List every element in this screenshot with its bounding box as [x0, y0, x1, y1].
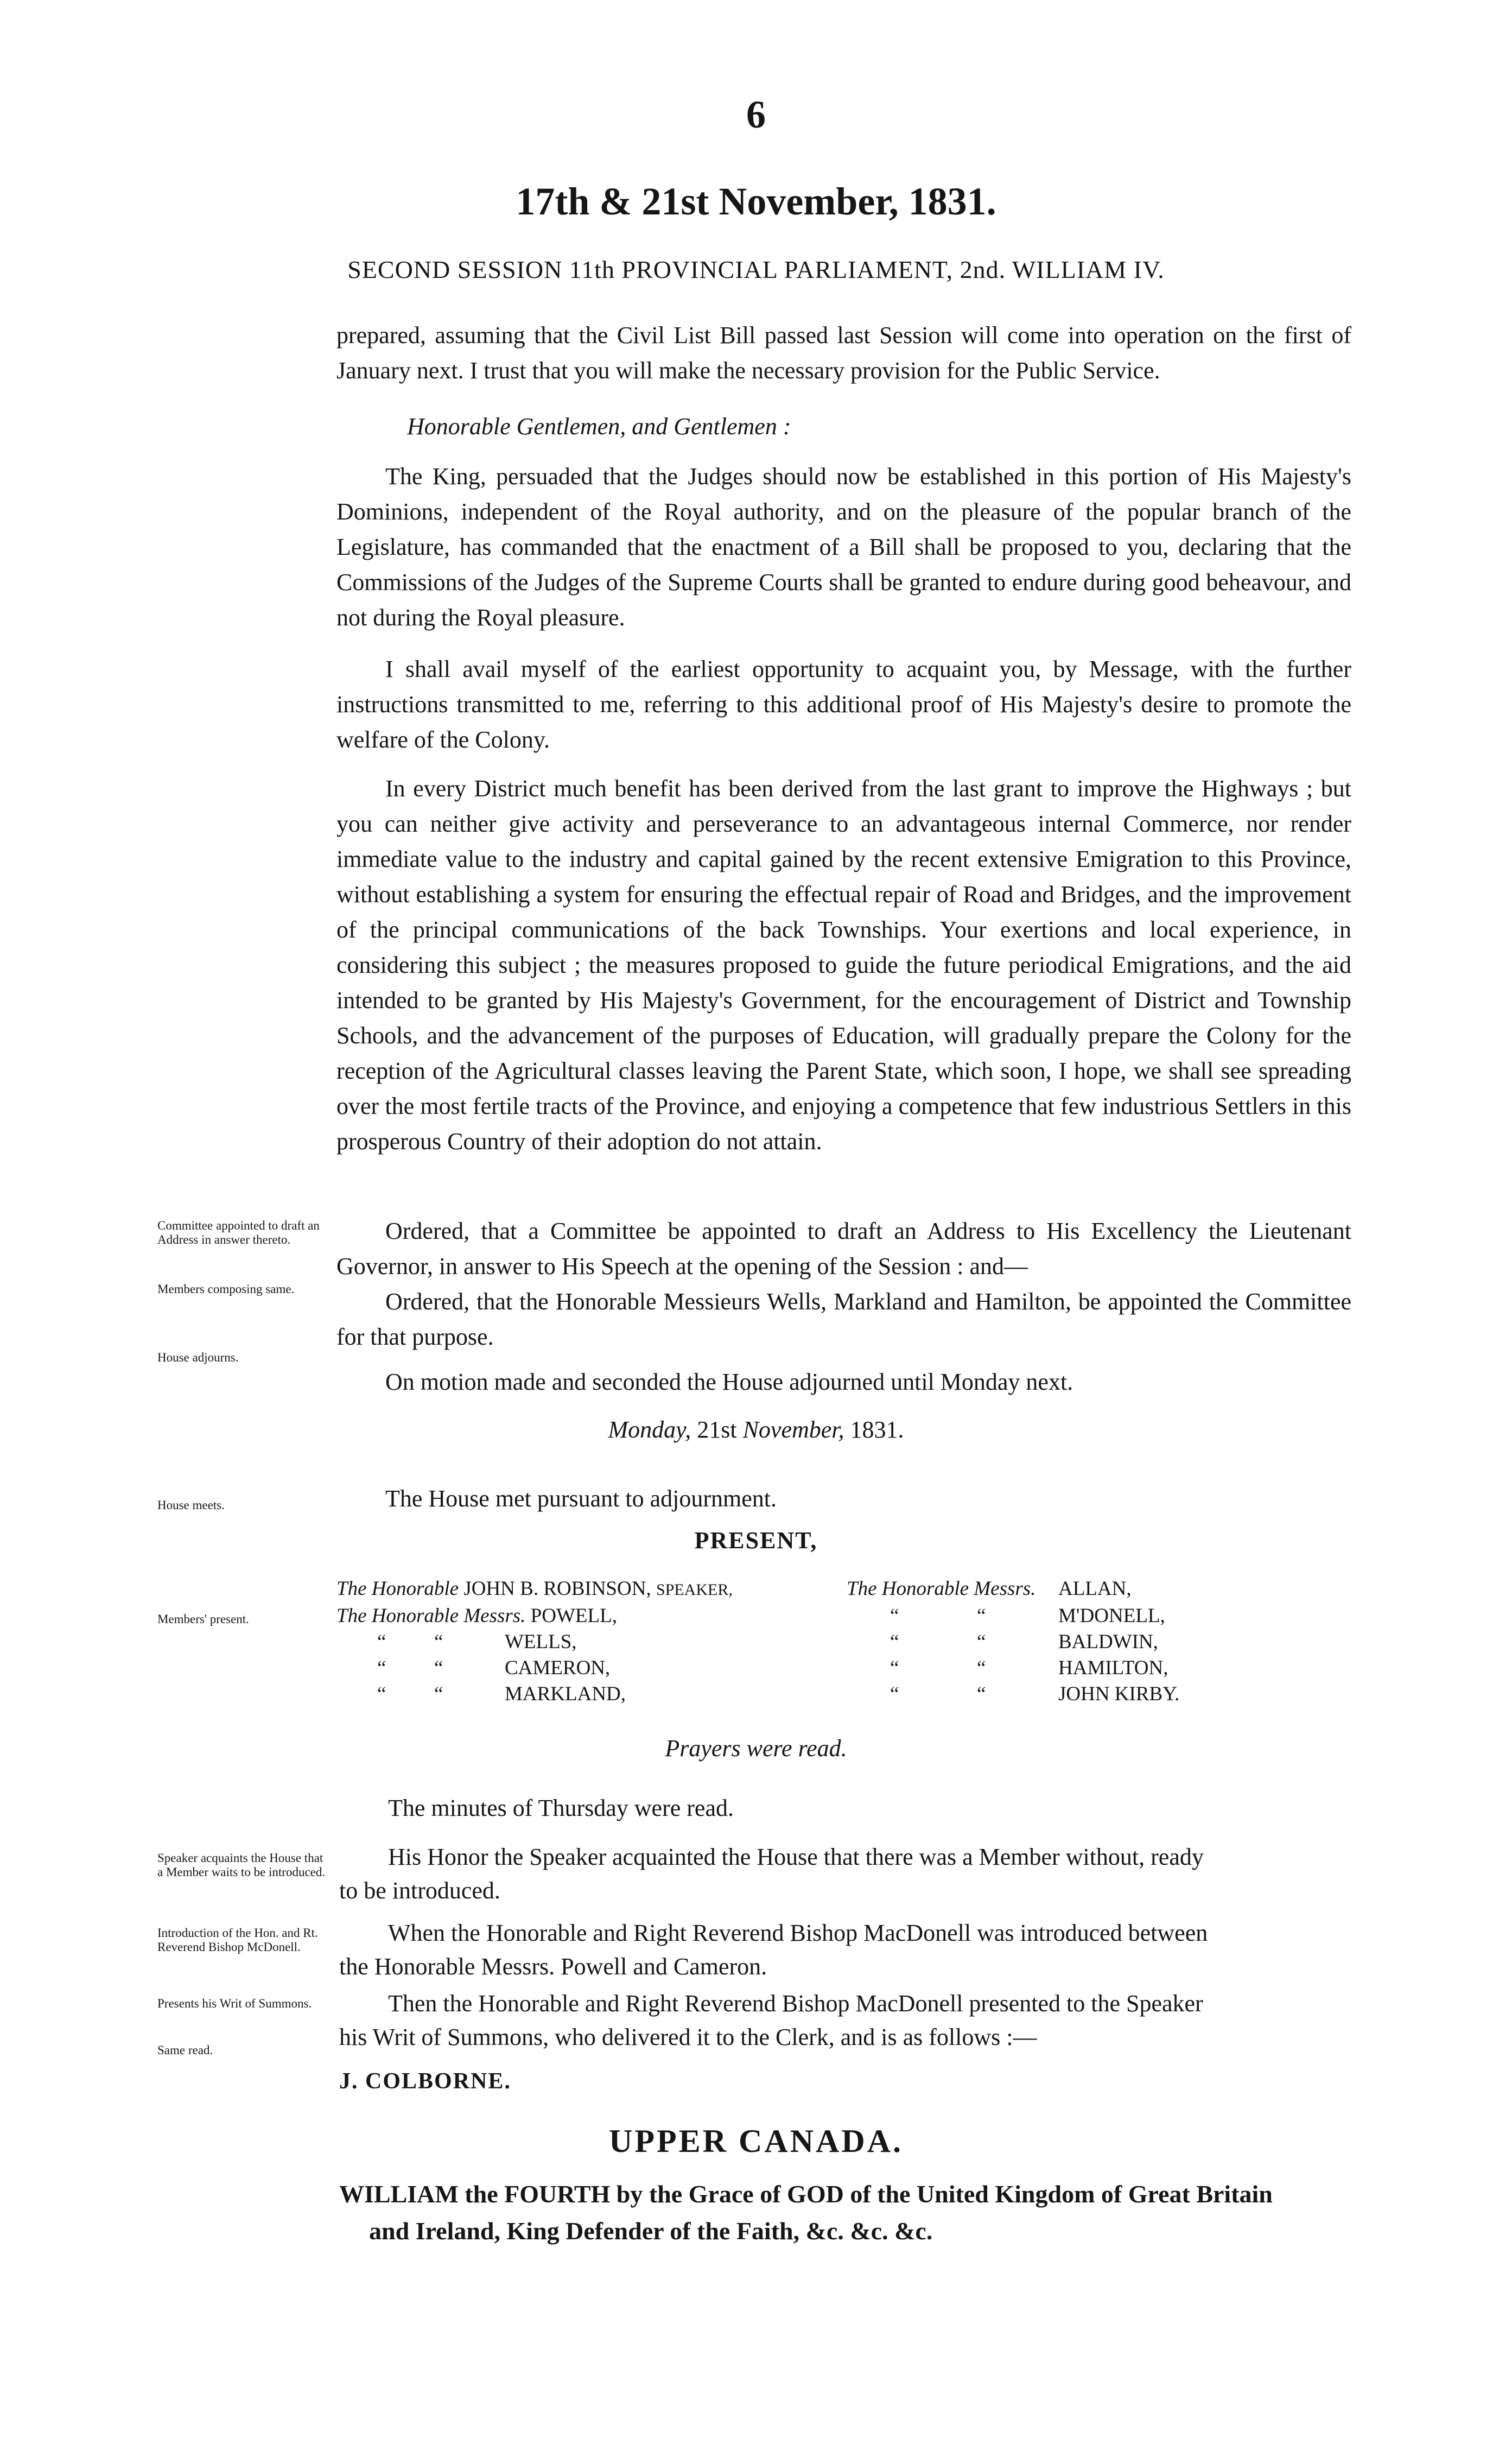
- ditto-mark: “: [977, 1605, 986, 1627]
- ditto-mark: “: [434, 1631, 443, 1653]
- introduction-line-1: When the Honorable and Right Reverend Bishop MacDonell was introduced between: [388, 1920, 1208, 1946]
- margin-note-house-adjourns: House adjourns.: [157, 1351, 239, 1364]
- adjourn-line: On motion made and seconded the House adjourned until Monday next.: [385, 1369, 1073, 1395]
- member-name: BALDWIN,: [1058, 1631, 1158, 1653]
- ditto-mark: “: [434, 1683, 443, 1705]
- introduction-line-2: the Honorable Messrs. Powell and Cameron.: [339, 1953, 767, 1980]
- margin-note-committee: Committee appointed to draft an Address in answer thereto.: [157, 1219, 320, 1246]
- ditto-mark: “: [977, 1631, 986, 1653]
- ditto-mark: “: [434, 1657, 443, 1679]
- monday-year: 1831.: [844, 1416, 904, 1443]
- speaker-label: SPEAKER,: [656, 1581, 733, 1599]
- ditto-mark: “: [890, 1631, 899, 1653]
- ditto-mark: “: [977, 1683, 986, 1705]
- member-title: The Honorable: [336, 1578, 459, 1600]
- member-name: MARKLAND,: [505, 1683, 626, 1705]
- margin-note-members-present: Members' present.: [157, 1612, 249, 1626]
- margin-note-introduction: Introduction of the Hon. and Rt. Reverend Bishop McDonell.: [157, 1926, 318, 1954]
- member-name: JOHN KIRBY.: [1058, 1683, 1180, 1705]
- committee-order: Ordered, that a Committee be appointed to draft an Address to His Excellency the Lieutenant Governor, in answer to His Speech at the opening of the Session : and—: [336, 1218, 1351, 1280]
- minutes-line: The minutes of Thursday were read.: [388, 1795, 734, 1821]
- ditto-mark: “: [890, 1683, 899, 1705]
- margin-note-house-meets: House meets.: [157, 1498, 225, 1512]
- member-name: HAMILTON,: [1058, 1657, 1168, 1679]
- margin-note-presents-writ: Presents his Writ of Summons.: [157, 1997, 312, 2010]
- member-name: CAMERON,: [505, 1657, 611, 1679]
- margin-note-members-composing: Members composing same.: [157, 1282, 295, 1296]
- speech-salutation: Honorable Gentlemen, and Gentlemen :: [407, 413, 791, 440]
- speech-paragraph-1: The King, persuaded that the Judges should now be established in this portion of His Majesty's Dominions, independent of the Royal authority, and on the pleasure of the popular branch of the Legislature, has commanded that the enactment of a Bill shall be proposed to you, declaring that the Commissions of the Judges of the Supreme Courts shall be granted to endure during good beheavour, and not during the Royal pleasure.: [336, 463, 1351, 631]
- speech-paragraph-3: In every District much benefit has been derived from the last grant to improve the Highways ; but you can neither give activity and perseverance to an advantageous internal Commerce, nor render immediate value to the industry and capital gained by the recent extensive Emigration to this Province, without establishing a system for ensuring the effectual repair of Road and Bridges, and the improvement of the principal communications of the back Townships. Your exertions and local experience, in considering this subject ; the measures proposed to guide the future periodical Emigrations, and the aid intended to be granted by His Majesty's Government, for the encouragement of District and Township Schools, and the advancement of the purposes of Education, will gradually prepare the Colony for the reception of the Agricultural classes leaving the Parent State, which soon, I hope, we shall see spreading over the most fertile tracts of the Province, and enjoying a competence that few industrious Settlers in this prosperous Country of their adoption do not attain.: [336, 775, 1351, 1155]
- member-title: The Honorable Messrs.: [336, 1605, 526, 1627]
- page-number: 6: [746, 93, 766, 136]
- speaker-acquaints-line-2: to be introduced.: [339, 1877, 500, 1904]
- monday-date-heading: [0, 1416, 1512, 1443]
- writ-line-1: Then the Honorable and Right Reverend Bishop MacDonell presented to the Speaker: [388, 1990, 1203, 2017]
- member-row-1-left: [336, 1577, 733, 1600]
- ditto-mark: “: [977, 1657, 986, 1679]
- ditto-mark: “: [890, 1605, 899, 1627]
- ditto-mark: “: [890, 1657, 899, 1679]
- monday-month: November,: [742, 1416, 844, 1443]
- monday-day: Monday,: [608, 1416, 691, 1443]
- member-name: M'DONELL,: [1058, 1605, 1165, 1627]
- house-met-line: The House met pursuant to adjournment.: [385, 1485, 777, 1512]
- member-name: POWELL,: [530, 1605, 617, 1627]
- writ-preamble-line-1: WILLIAM the FOURTH by the Grace of GOD of the United Kingdom of Great Britain: [339, 2180, 1273, 2208]
- date-heading: 17th & 21st November, 1831.: [516, 180, 996, 223]
- members-order: Ordered, that the Honorable Messieurs Wells, Markland and Hamilton, be appointed the Committee for that purpose.: [336, 1288, 1351, 1350]
- writ-preamble-line-2: and Ireland, King Defender of the Faith, &c. &c. &c.: [369, 2217, 933, 2245]
- signature-colborne: J. COLBORNE.: [339, 2069, 511, 2094]
- member-name: ALLAN,: [1058, 1578, 1132, 1600]
- session-heading: SECOND SESSION 11th PROVINCIAL PARLIAMENT, 2nd. WILLIAM IV.: [347, 256, 1165, 283]
- ditto-mark: “: [377, 1683, 386, 1705]
- margin-note-speaker-acquaints: Speaker acquaints the House that a Member waits to be introduced.: [157, 1851, 326, 1879]
- speech-paragraph-0: prepared, assuming that the Civil List Bill passed last Session will come into operation on the first of January next. I trust that you will make the necessary provision for the Public Service.: [336, 322, 1351, 384]
- writ-line-2: his Writ of Summons, who delivered it to the Clerk, and is as follows :—: [339, 2024, 1037, 2050]
- member-name: WELLS,: [505, 1631, 577, 1653]
- member-title: The Honorable Messrs.: [847, 1578, 1036, 1600]
- monday-day-number: 21st: [691, 1416, 743, 1443]
- member-row-2-left: [336, 1604, 617, 1628]
- speaker-acquaints-line-1: His Honor the Speaker acquainted the House that there was a Member without, ready: [388, 1844, 1204, 1870]
- present-heading: PRESENT,: [694, 1527, 818, 1554]
- margin-note-same-read: Same read.: [157, 2043, 213, 2057]
- speech-paragraph-2: I shall avail myself of the earliest opportunity to acquaint you, by Message, with the further instructions transmitted to me, referring to this additional proof of His Majesty's desire to promote the welfare of the Colony.: [336, 656, 1351, 753]
- prayers-line: Prayers were read.: [665, 1735, 847, 1762]
- ditto-mark: “: [377, 1657, 386, 1679]
- member-name: JOHN B. ROBINSON,: [463, 1578, 651, 1600]
- ditto-mark: “: [377, 1631, 386, 1653]
- upper-canada-heading: UPPER CANADA.: [609, 2123, 903, 2159]
